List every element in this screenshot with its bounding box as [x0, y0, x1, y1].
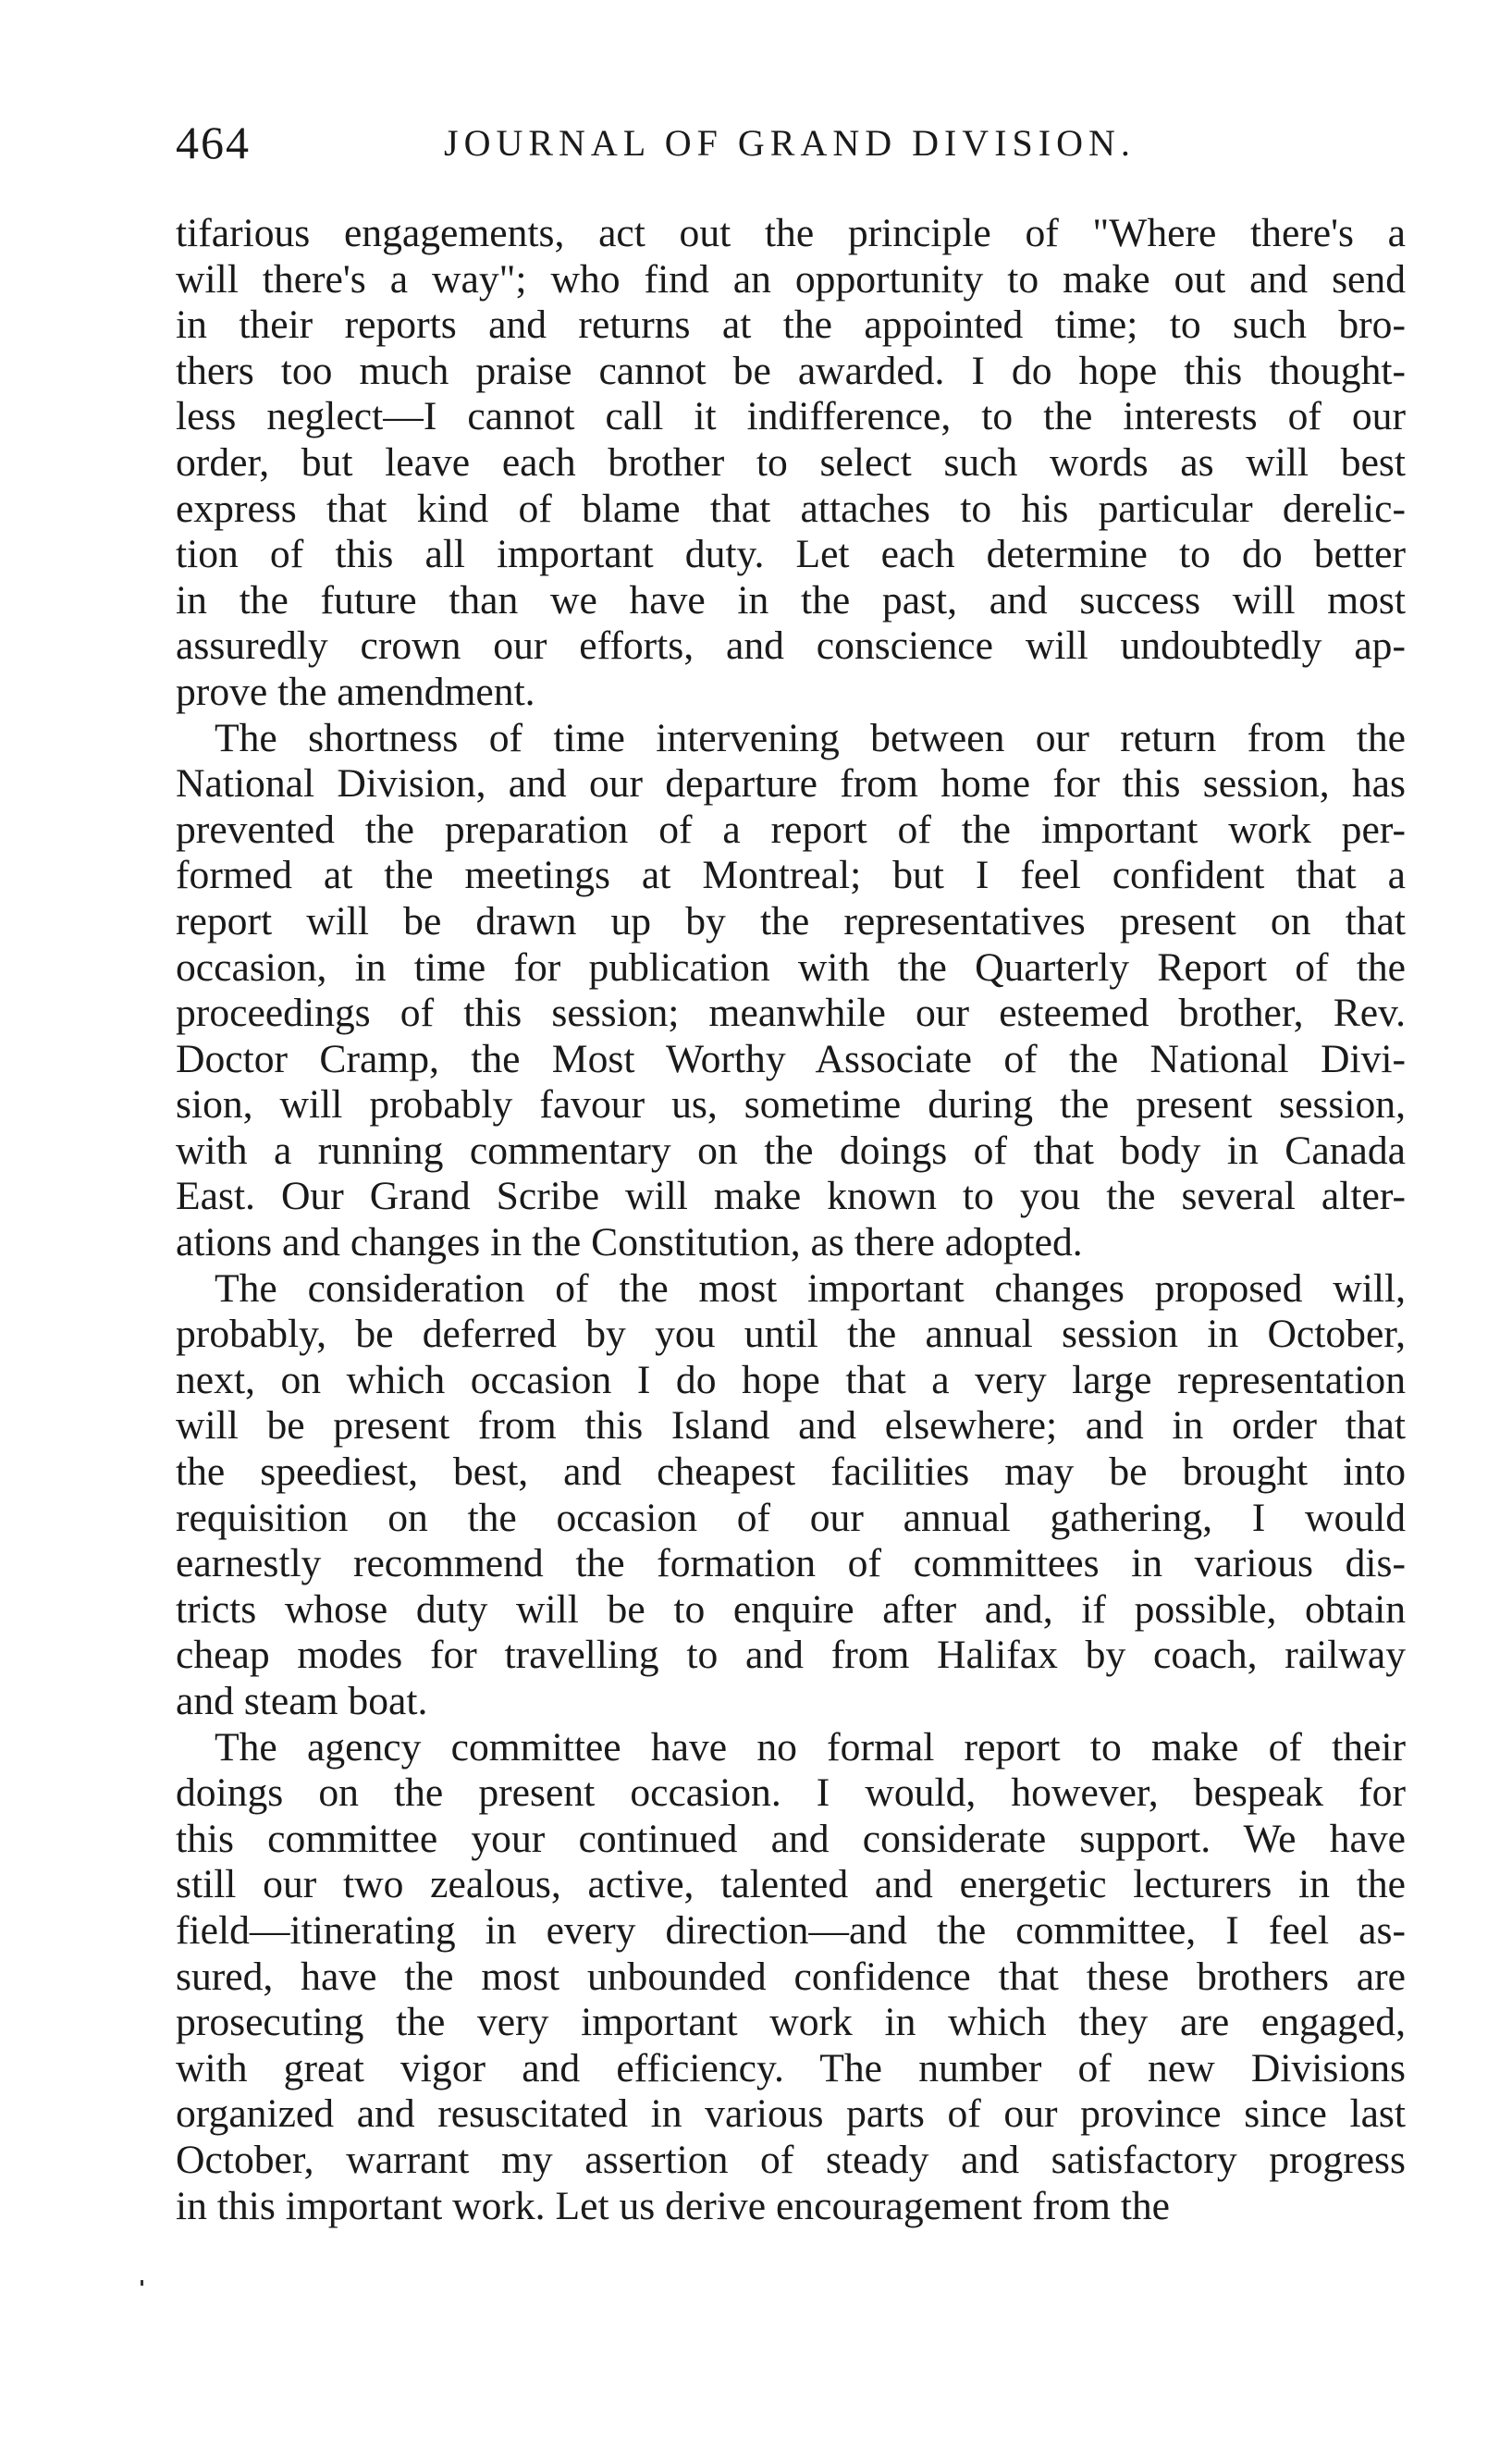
- text-line: will be present from this Island and elsewhere; and in order that: [176, 1403, 1406, 1449]
- paragraph: [176, 1266, 1406, 1725]
- text-line: tifarious engagements, act out the principle of "Where there's a: [176, 211, 1406, 255]
- text-line: next, on which occasion I do hope that a very large representation: [176, 1357, 1406, 1402]
- paragraph: [176, 211, 1406, 716]
- text-line: doings on the present occasion. I would, however, bespeak for: [176, 1770, 1406, 1816]
- text-line: National Division, and our departure from home for this session, has: [176, 761, 1406, 807]
- text-line: probably, be deferred by you until the annual session in October,: [176, 1312, 1406, 1357]
- text-line: still our two zealous, active, talented and energetic lecturers in the: [176, 1862, 1406, 1907]
- text-line: with great vigor and efficiency. The number of new Divisions: [176, 2045, 1406, 2090]
- body-text: [176, 211, 1406, 2229]
- text-line: tricts whose duty will be to enquire after and, if possible, obtain: [176, 1586, 1406, 1632]
- text-line: in this important work. Let us derive encouragement from the: [176, 2183, 1171, 2228]
- text-line: cheap modes for travelling to and from Halifax by coach, railway: [176, 1633, 1406, 1678]
- text-line: East. Our Grand Scribe will make known to you the several alter-: [176, 1174, 1406, 1219]
- text-line: and steam boat.: [176, 1679, 428, 1723]
- text-line: thers too much praise cannot be awarded. I do hope this thought-: [176, 348, 1406, 393]
- text-line: prove the amendment.: [176, 669, 535, 714]
- text-line: prevented the preparation of a report of the important work per-: [176, 807, 1406, 852]
- text-line: will there's a way"; who find an opportunity to make out and send: [176, 256, 1406, 302]
- paragraph: [176, 716, 1406, 1266]
- text-line: tion of this all important duty. Let each determine to do better: [176, 532, 1406, 577]
- running-head: JOURNAL OF GRAND DIVISION.: [444, 122, 1136, 164]
- text-line: this committee your continued and considerate support. We have: [176, 1816, 1406, 1861]
- text-line: order, but leave each brother to select such words as will best: [176, 439, 1406, 485]
- page-number: 464: [176, 117, 251, 168]
- text-line: in their reports and returns at the appointed time; to such bro-: [176, 302, 1406, 348]
- text-line: in the future than we have in the past, and success will most: [176, 577, 1406, 623]
- text-line: report will be drawn up by the representatives present on that: [176, 898, 1406, 943]
- ink-speck: [141, 2280, 143, 2286]
- text-line: ations and changes in the Constitution, as there adopted.: [176, 1220, 1083, 1265]
- text-line: occasion, in time for publication with the Quarterly Report of the: [176, 944, 1406, 990]
- text-line: field—itinerating in every direction—and the committee, I feel as-: [176, 1907, 1406, 1953]
- text-line: requisition on the occasion of our annual gathering, I would: [176, 1495, 1406, 1540]
- text-line: proceedings of this session; meanwhile our esteemed brother, Rev.: [176, 991, 1406, 1036]
- text-line: The consideration of the most important changes proposed will,: [215, 1265, 1406, 1311]
- text-line: assuredly crown our efforts, and conscience will undoubtedly ap-: [176, 623, 1406, 669]
- text-line: with a running commentary on the doings of that body in Canada: [176, 1128, 1406, 1173]
- paragraph: [176, 1725, 1406, 2230]
- text-line: less neglect—I cannot call it indifference, to the interests of our: [176, 394, 1406, 439]
- text-line: earnestly recommend the formation of committees in various dis-: [176, 1541, 1406, 1586]
- text-line: express that kind of blame that attaches to his particular derelic-: [176, 486, 1406, 531]
- page-header: [176, 116, 1410, 171]
- text-line: organized and resuscitated in various parts of our province since last: [176, 2091, 1406, 2137]
- text-line: October, warrant my assertion of steady and satisfactory progress: [176, 2137, 1406, 2182]
- text-line: the speediest, best, and cheapest facilities may be brought into: [176, 1449, 1406, 1495]
- text-line: prosecuting the very important work in which they are engaged,: [176, 2000, 1406, 2045]
- text-line: formed at the meetings at Montreal; but I feel confident that a: [176, 853, 1406, 898]
- text-line: Doctor Cramp, the Most Worthy Associate of the National Divi-: [176, 1036, 1406, 1081]
- text-line: sured, have the most unbounded confidence that these brothers are: [176, 1954, 1406, 1999]
- text-line: The agency committee have no formal report to make of their: [215, 1724, 1406, 1770]
- text-line: sion, will probably favour us, sometime during the present session,: [176, 1082, 1406, 1128]
- text-line: The shortness of time intervening between our return from the: [215, 715, 1406, 760]
